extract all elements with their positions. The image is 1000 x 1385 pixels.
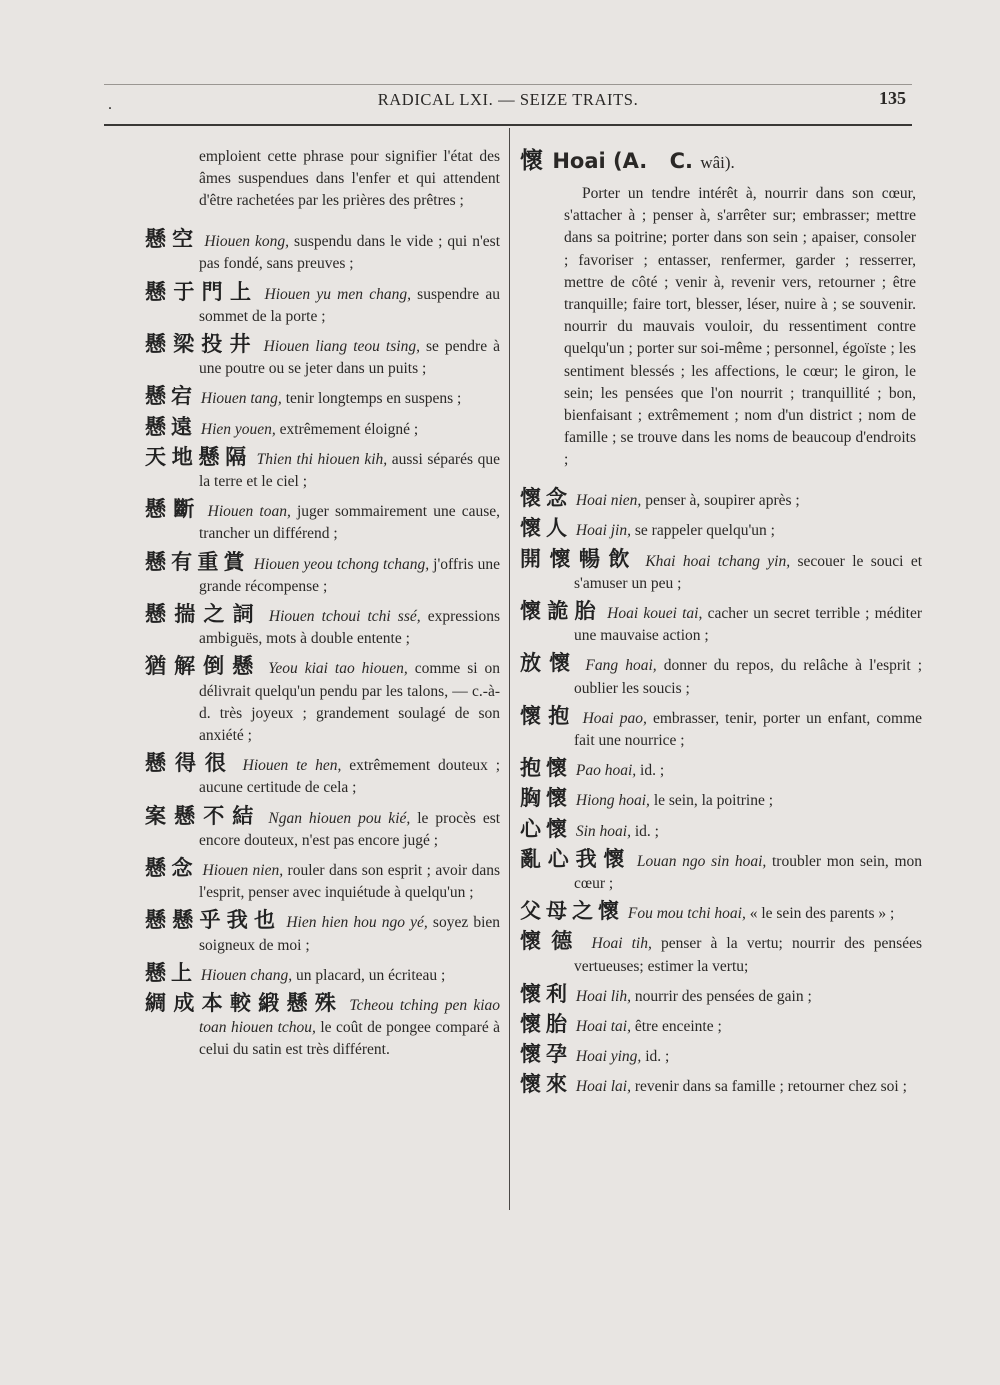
entry-definition: tenir longtemps en suspens ;: [285, 390, 462, 408]
entry-romanization: Hoai jin,: [575, 522, 631, 540]
entry-romanization: Hoai nien,: [575, 492, 642, 510]
dictionary-entry: [145, 385, 500, 410]
entry-romanization: Hiouen tang,: [200, 390, 282, 408]
entry-definition: donner du repos, du relâche à l'esprit ; oublier les soucis ;: [574, 657, 923, 697]
dictionary-entry: [520, 930, 922, 977]
entry-characters: 懷利: [520, 981, 572, 1006]
entry-characters: 懸念: [145, 855, 199, 880]
entry-characters: 放懷: [520, 651, 579, 676]
entry-characters: 懸得很: [145, 751, 235, 776]
entry-characters: 亂心我懷: [520, 846, 632, 871]
entry-definition: juger sommairement une cause, trancher un différend ;: [199, 503, 501, 543]
head-c: C.: [669, 149, 694, 173]
entry-definition: id. ;: [645, 1048, 670, 1066]
entry-characters: 懸有重賞: [145, 549, 250, 574]
entry-definition: j'offris une grande récompense ;: [199, 555, 501, 595]
entry-definition: comme si on délivrait quelqu'un pendu par les talons, — c.-à-d. très joyeux ; grandement soulagé de son anxiété ;: [199, 660, 501, 744]
entry-definition: extrêmement éloigné ;: [279, 420, 419, 438]
entry-definition: le sein, la poitrine ;: [653, 792, 774, 810]
entry-romanization: Hoai ying,: [575, 1048, 642, 1066]
entry-definition: troubler mon sein, mon cœur ;: [574, 852, 923, 892]
entry-characters: 心懷: [520, 816, 572, 841]
dictionary-entry: [520, 517, 922, 542]
entry-characters: 天地懸隔: [145, 444, 252, 469]
entry-definition: extrêmement douteux ; aucune certitude de cela ;: [199, 757, 501, 797]
entry-romanization: Tcheou tching pen kiao toan hiouen tchou,: [199, 997, 501, 1037]
entry-definition: nourrir des pensées de gain ;: [634, 987, 812, 1005]
entry-romanization: Sin hoai,: [575, 822, 631, 840]
head-definition: Porter un tendre intérêt à, nourrir dans son cœur, s'attacher à ; penser à, s'arrêter sur; embrasser; mettre dans sa poitrine; porter dans son sein ; apaiser, consoler ; favoriser ; entasser, renfermer, garder ; resserrer, mettre de côté ; venir à, revenir vers, retourner ; être tranquille; faire tort, blesser, léser, nuire à ; se souvenir. nourrir du mauvais vouloir, du ressentiment contre quelqu'un ; porter sur soi-même ; personnel, égoïste ; les sentiment blessés ; les affections, le cœur; le giron, le sein; les pensées que l'on nourrit ; tranquillité ; bon, bienfaisant ; extrêmement ; nom d'un district ; nom de famille ; se trouve dans les noms de beaucoup d'endroits ;: [564, 185, 916, 469]
entry-characters: 懸梁投井: [145, 331, 258, 356]
dictionary-entry: [145, 962, 500, 987]
entry-characters: 懸宕: [145, 384, 197, 409]
column-divider: [509, 128, 510, 1210]
entry-romanization: Hiouen kong,: [204, 233, 289, 251]
entry-definition: un placard, un écriteau ;: [296, 966, 446, 984]
entry-characters: 懸懸乎我也: [145, 908, 282, 933]
dictionary-entry: [520, 983, 922, 1008]
dictionary-entry: [145, 333, 500, 380]
entry-definition: « le sein des parents » ;: [749, 905, 895, 923]
entry-characters: 開懷暢飲: [520, 546, 638, 571]
entry-definition: cacher un secret terrible ; méditer une mauvaise action ;: [574, 604, 923, 645]
entry-characters: 懷來: [520, 1072, 572, 1097]
left-intro: emploient cette phrase pour signifier l'état des âmes suspendues dans l'enfer et qui attendent d'être rachetées par les prières des prêtres ;: [199, 148, 500, 210]
entry-definition: secouer le souci et s'amuser un peu ;: [574, 552, 923, 592]
entry-characters: 懷人: [520, 516, 572, 541]
head-wai: wâi).: [700, 153, 735, 172]
left-entries: [145, 228, 500, 1062]
dictionary-entry: [520, 848, 922, 895]
entry-characters: 懸空: [145, 227, 200, 252]
entry-characters: 懸于門上: [145, 279, 259, 304]
entry-definition: suspendre au sommet de la porte ;: [199, 285, 500, 325]
entry-definition: se rappeler quelqu'un ;: [634, 522, 775, 540]
entry-romanization: Hiouen tchoui tchi ssé,: [268, 607, 421, 625]
entry-definition: expressions ambiguës, mots à double entente ;: [199, 607, 501, 648]
entry-characters: 案懸不結: [145, 803, 262, 828]
entry-definition: être enceinte ;: [634, 1018, 722, 1035]
entry-romanization: Ngan hiouen pou kié,: [268, 809, 411, 827]
dictionary-entry: [520, 757, 922, 782]
entry-definition: penser à la vertu; nourrir des pensées vertueuses; estimer la vertu;: [574, 935, 923, 975]
entry-definition: le procès est encore douteux, n'est pas encore jugé ;: [199, 809, 501, 849]
entry-romanization: Fang hoai,: [585, 657, 657, 675]
entry-characters: 懷孕: [520, 1042, 572, 1067]
head-label: Hoai (A.: [552, 149, 648, 173]
dictionary-entry: [520, 652, 922, 699]
dictionary-entry: [145, 857, 500, 904]
dictionary-entry: [145, 551, 500, 598]
entry-characters: 胸懷: [520, 786, 572, 811]
entry-characters: 懷胎: [520, 1012, 572, 1036]
dictionary-entry: [145, 909, 500, 956]
entry-characters: 父母之懷: [520, 899, 624, 924]
dictionary-entry: [145, 805, 500, 852]
dictionary-entry: [520, 1043, 922, 1068]
head-entry: [520, 142, 922, 175]
entry-romanization: Hiong hoai,: [575, 792, 650, 810]
dictionary-entry: [520, 787, 922, 812]
entry-romanization: Khai hoai tchang yin,: [645, 552, 791, 570]
head-character: 懷: [520, 148, 545, 174]
entry-romanization: Thien thi hiouen kih,: [256, 450, 388, 468]
entry-characters: 懸揣之詞: [145, 601, 262, 626]
entry-romanization: Louan ngo sin hoai,: [636, 852, 767, 870]
dictionary-entry: [145, 281, 500, 328]
dictionary-entry: [520, 900, 922, 925]
entry-romanization: Hien hien hou ngo yé,: [286, 914, 428, 932]
header-title: RADICAL LXI. — SEIZE TRAITS.: [377, 90, 639, 109]
dictionary-entry: [520, 1073, 922, 1098]
entry-definition: id. ;: [640, 762, 665, 780]
dictionary-entry: [145, 416, 500, 441]
dictionary-entry: [145, 446, 500, 493]
entry-romanization: Hoai lih,: [575, 987, 631, 1005]
entry-romanization: Hiouen yeou tchong tchang,: [253, 555, 430, 573]
entry-definition: embrasser, tenir, porter un enfant, comme fait une nourrice ;: [574, 709, 923, 749]
entry-characters: 懸遠: [145, 414, 197, 439]
right-entries: [520, 487, 922, 1098]
left-column: [145, 142, 500, 1062]
entry-definition: se pendre à une poutre ou se jeter dans un puits ;: [199, 337, 501, 378]
dictionary-entry: [520, 600, 922, 647]
entry-definition: le coût de pongee comparé à celui du satin est très différent.: [199, 1019, 501, 1059]
dictionary-entry: [145, 752, 500, 799]
entry-romanization: Hiouen toan,: [207, 503, 291, 521]
entry-romanization: Fou mou tchi hoai,: [627, 905, 746, 923]
entry-romanization: Hoai kouei tai,: [607, 604, 703, 622]
header-dot: .: [108, 96, 112, 113]
right-column: [520, 142, 922, 1099]
entry-definition: soyez bien soigneux de moi ;: [199, 914, 501, 954]
dictionary-entry: [520, 705, 922, 752]
entry-characters: 懷抱: [520, 703, 577, 728]
entry-romanization: Hoai tai,: [575, 1018, 631, 1035]
entry-romanization: Yeou kiai tao hiouen,: [268, 660, 408, 678]
entry-romanization: Hoai lai,: [575, 1078, 631, 1096]
entry-romanization: Hiouen te hen,: [242, 757, 342, 775]
header-rule: [104, 124, 912, 126]
page-number: 135: [879, 88, 906, 108]
entry-definition: revenir dans sa famille ; retourner chez soi ;: [634, 1078, 907, 1096]
entry-romanization: Hien youen,: [200, 420, 276, 438]
dictionary-entry: [145, 498, 500, 545]
entry-romanization: Pao hoai,: [575, 762, 637, 780]
dictionary-entry: [520, 818, 922, 843]
entry-romanization: Hoai tih,: [591, 935, 652, 953]
entry-definition: penser à, soupirer après ;: [645, 492, 800, 510]
entry-characters: 懷念: [520, 486, 572, 511]
entry-romanization: Hiouen nien,: [202, 861, 284, 879]
entry-characters: 懷詭胎: [520, 598, 602, 623]
running-header: [104, 90, 912, 118]
dictionary-entry: [145, 655, 500, 747]
dictionary-entry: [520, 548, 922, 595]
entry-characters: 懸斷: [145, 497, 202, 522]
entry-characters: 懷德: [520, 929, 583, 954]
entry-characters: 抱懷: [520, 756, 572, 781]
dictionary-entry: [145, 228, 500, 275]
entry-romanization: Hiouen chang,: [200, 966, 293, 984]
entry-romanization: Hiouen yu men chang,: [264, 285, 411, 303]
entry-definition: aussi séparés que la terre et le ciel ;: [199, 450, 501, 490]
dictionary-entry: [145, 603, 500, 650]
dictionary-entry: [520, 487, 922, 512]
dictionary-entry: [145, 992, 500, 1062]
entry-definition: rouler dans son esprit ; avoir dans l'esprit, penser avec inquiétude à quelqu'un ;: [199, 861, 500, 902]
entry-characters: 猶解倒懸: [145, 654, 262, 679]
entry-characters: 懸上: [145, 960, 197, 985]
dictionary-entry: [520, 1013, 922, 1038]
entry-definition: id. ;: [634, 822, 659, 840]
entry-romanization: Hoai pao,: [582, 709, 647, 727]
top-rule: [104, 84, 912, 85]
entry-romanization: Hiouen liang teou tsing,: [263, 337, 420, 355]
entry-characters: 綢成本較緞懸殊: [145, 991, 344, 1015]
entry-definition: suspendu dans le vide ; qui n'est pas fondé, sans preuves ;: [199, 233, 501, 273]
